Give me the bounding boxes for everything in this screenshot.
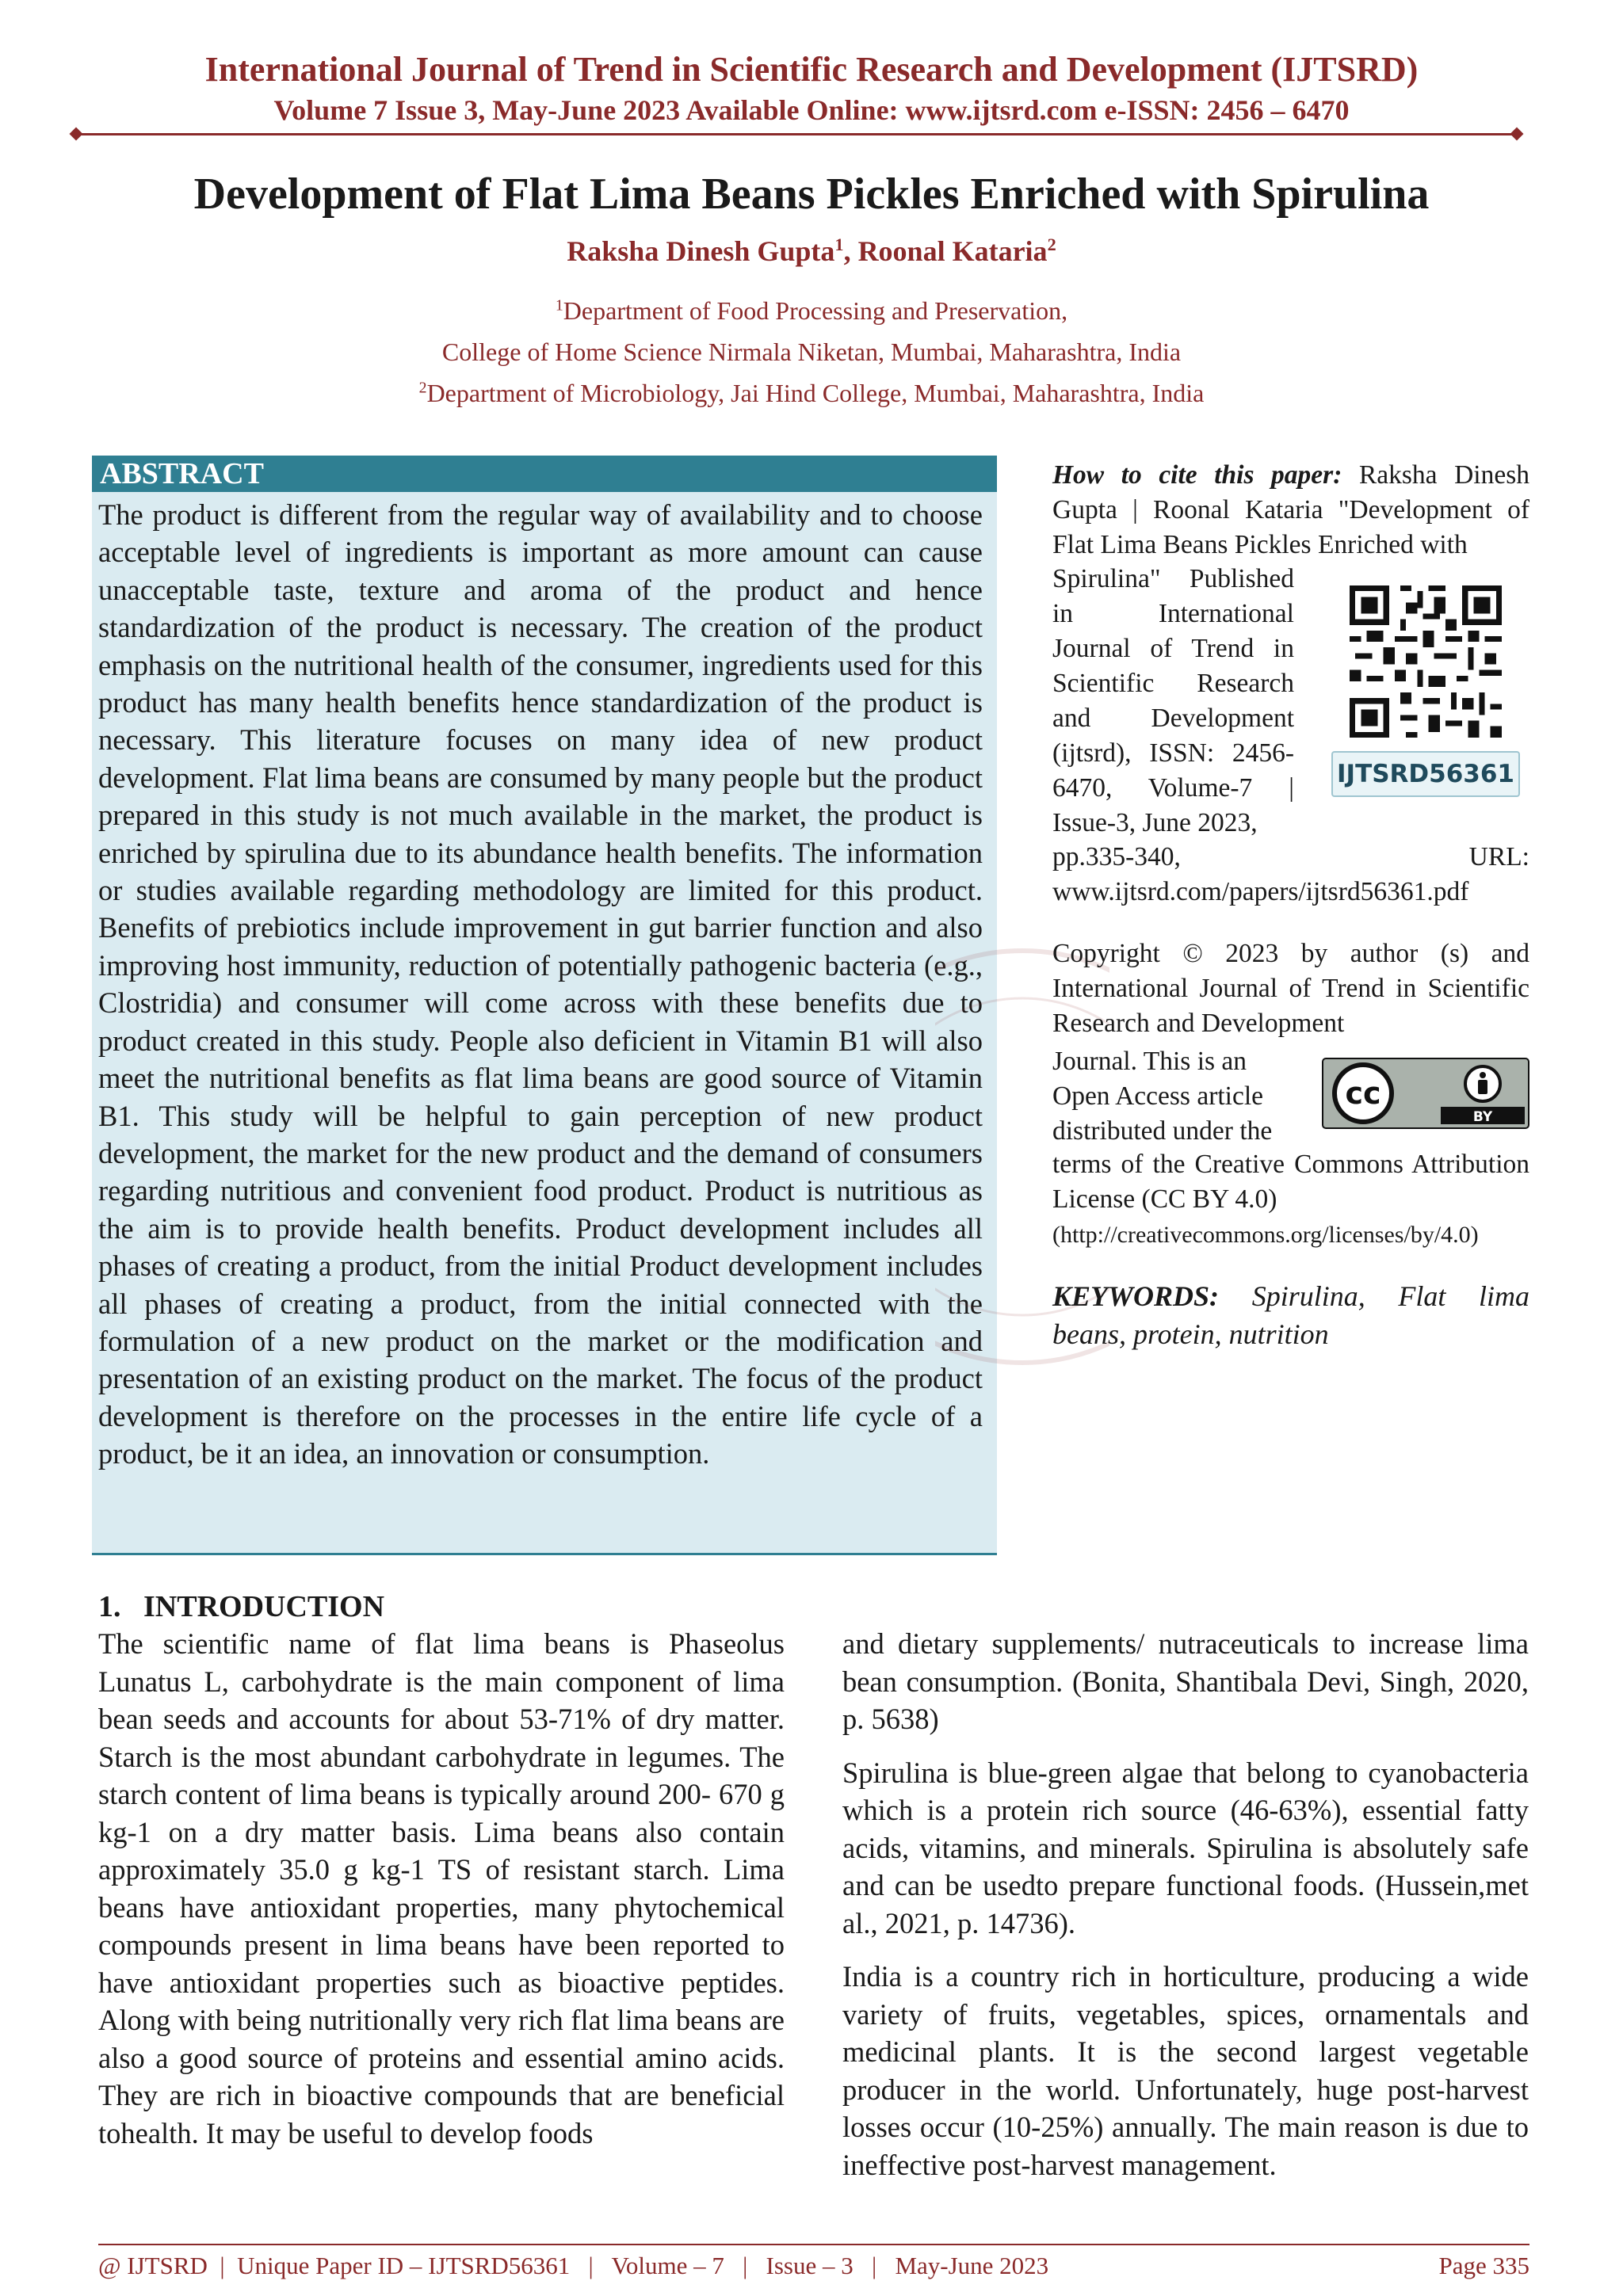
header-rule [76, 133, 1517, 135]
paper-id-badge: IJTSRD56361 [1331, 751, 1520, 797]
qr-code[interactable] [1344, 580, 1507, 743]
cite-block-top: How to cite this paper: Raksha Dinesh Gupta | Roonal Kataria "Development of Flat Lima Beans Pickles Enriched with [1052, 460, 1530, 559]
journal-name: International Journal of Trend in Scientific Research and Development (IJTSRD) [204, 50, 1419, 89]
cite-block-bottom: pp.335-340, URL: www.ijtsrd.com/papers/ijtsrd56361.pdf [1052, 842, 1529, 906]
page-number: Page 335 [1438, 2252, 1529, 2279]
paper-title: Development of Flat Lima Beans Pickles Enriched with Spirulina [193, 170, 1430, 219]
affiliation-1: $^1$Department of Food Processing and Preservation, [555, 296, 1068, 325]
copyright-left: Journal. This is an Open Access article distributed under the [1052, 1047, 1273, 1146]
abstract-text: The product is different from the regular way of availability and to choose acceptable level of ingredients is important as more amount can cause unacceptable taste, texture and aroma of the product and hence standardization of the product is necessary. The creation of the product emphasis on the nutritional health of the consumer, ingredients used for this product has many health benefits hence standardization of the product is necessary. This literature focuses on many idea of new product development. Flat lima beans are consumed by many people but the product prepared in this study is not much available in the market, the product is enriched by spirulina due to its abundance health benefits. The information or studies available regarding methodology are limited for this product. Benefits of prebiotics include improvement in gut barrier function and also improving host immunity, reduction of potentially pathogenic bacteria (e.g., Clostridia) and consumer will come across with these benefits due to product created in this study. People also deficient in Vitamin B1 will also meet the nutritional benefits as flat lima beans are good source of Vitamin B1. This study will be helpful to gain perception of new product development, the market for the new product and the demand of consumers regarding nutritious and convenient food product. Product is nutritious as the aim is to provide health benefits. Product development includes all phases of creating a product, from the initial Product development includes all phases of creating a product, from the initial connected with the formulation of a new product on the market or the modification and presentation of an existing product on the market. The focus of the product development is therefore on the processes in the entire life cycle of a product, be it an idea, an innovation or consumption. [98, 498, 983, 1470]
affiliation-1-sup: 1 [555, 296, 563, 315]
affiliation-2: $^2$Department of Microbiology, Jai Hind College, Mumbai, Maharashtra, India [418, 379, 1205, 407]
abstract-heading: ABSTRACT [92, 456, 997, 492]
affiliation-1-line2: College of Home Science Nirmala Niketan, Mumbai, Maharashtra, India [441, 338, 1182, 366]
keywords-text: Spirulina, Flat lima beans, protein, nutrition [1052, 1280, 1529, 1350]
author-2-sup: 2 [1047, 235, 1056, 254]
keywords-label: KEYWORDS: [1052, 1280, 1220, 1312]
intro-col-left: The scientific name of flat lima beans is Phaseolus Lunatus L, carbohydrate is the main component of lima bean seeds and accounts for about 53-71% of dry matter. Starch is the most abundant carbohydrate in legumes. The starch content of lima beans is typically around 200- 670 g kg-1 on a dry matter basis. Lima beans also contain approximately 35.0 g kg-1 TS of resistant starch. Lima beans have antioxidant properties, many phytochemical compounds present in lima beans have been reported to have antioxidant properties such as bioactive peptides. Along with being nutritionally very rich flat lima beans are also a good source of proteins and essential amino acids. They are rich in bioactive compounds that are beneficial tohealth. It may be useful to develop foods [98, 1627, 785, 2149]
keywords [1052, 1277, 1529, 1353]
author-line: Raksha Dinesh Gupta$^1$, Roonal Kataria$^2$ [567, 235, 1056, 267]
author-2: Roonal Kataria [857, 235, 1048, 267]
copyright-top: Copyright © 2023 by author (s) and International Journal of Trend in Scientific Research and Development [1052, 939, 1529, 1038]
author-1: Raksha Dinesh Gupta [567, 235, 835, 267]
cite-label: How to cite this paper [1052, 460, 1334, 490]
svg-text:cc: cc [1345, 1076, 1381, 1111]
intro-para-2: Spirulina is blue-green algae that belong to cyanobacteria which is a protein rich source (46-63%), essential fatty acids, vitamins, and minerals. Spirulina is absolutely safe and can be usedto prepare functional foods. (Hussein,met al., 2021, p. 14736). [842, 1756, 1529, 1939]
copyright-bottom: terms of the Creative Commons Attribution License (CC BY 4.0) (http://creativecommons.org/licenses/by/4.0) [1052, 1150, 1529, 1248]
journal-issue-line: Volume 7 Issue 3, May-June 2023 Available Online: www.ijtsrd.com e-ISSN: 2456 – 6470 [273, 94, 1350, 126]
footer-rule [98, 2244, 1529, 2245]
intro-heading: 1. INTRODUCTION [98, 1590, 385, 1623]
intro-col-right [842, 1625, 1529, 2199]
affiliation-2-sup: 2 [418, 379, 427, 397]
intro-para-1: and dietary supplements/ nutraceuticals to increase lima bean consumption. (Bonita, Shantibala Devi, Singh, 2020, p. 5638) [842, 1627, 1529, 1735]
cc-by-label: BY [1472, 1109, 1493, 1125]
footer-info: @ IJTSRD | Unique Paper ID – IJTSRD56361 | Volume – 7 | Issue – 3 | May-June 2023 [98, 2252, 1049, 2279]
author-1-sup: 1 [834, 235, 844, 254]
intro-para-3: India is a country rich in horticulture, producing a wide variety of fruits, vegetables, spices, ornamentals and medicinal plants. It is the second largest vegetable producer in the world. Unfortunately, huge post-harvest losses occur (10-25%) annually. The main reason is due to ineffective post-harvest management. [842, 1960, 1529, 2181]
license-url[interactable]: (http://creativecommons.org/licenses/by/4.0) [1052, 1222, 1479, 1248]
cc-by-license-icon[interactable] [1322, 1058, 1529, 1129]
cite-block-left: Spirulina" Published in International Journal of Trend in Scientific Research and Development (ijtsrd), ISSN: 2456-6470, Volume-7 | Issue-3, June 2023, [1052, 564, 1294, 837]
